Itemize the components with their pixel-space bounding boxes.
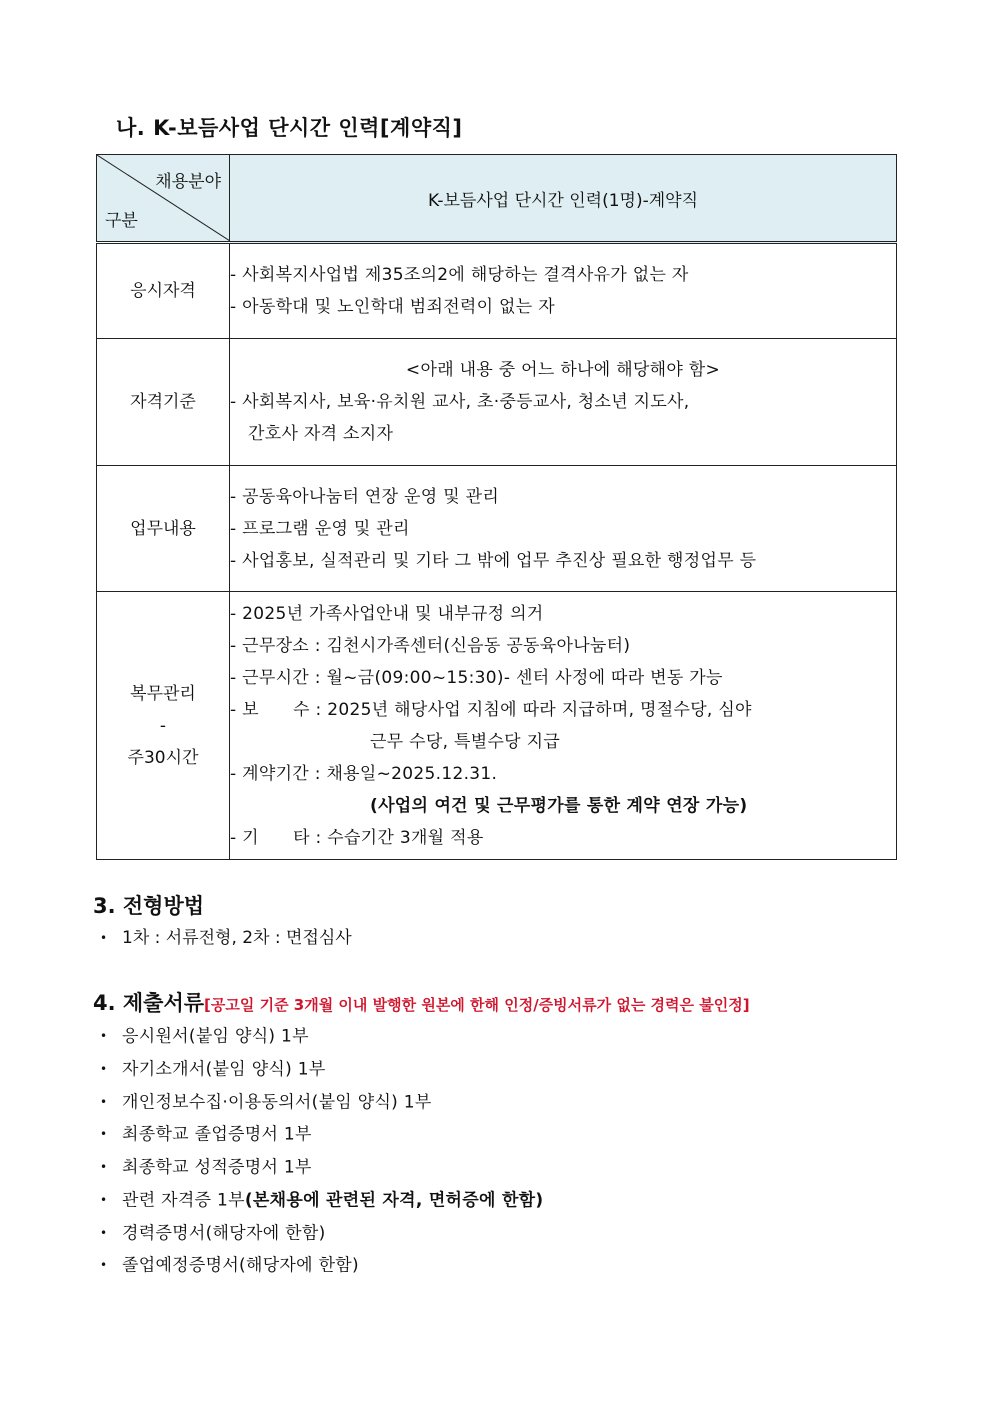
bullet-icon: •: [100, 1061, 108, 1076]
list-item: [100, 1217, 543, 1250]
list-item-text: 경력증명서(해당자에 한함): [122, 1222, 326, 1243]
section-title: 나. K-보듬사업 단시간 인력[계약직]: [116, 116, 463, 140]
content-line: - 사회복지사, 보육·유치원 교사, 초·중등교사, 청소년 지도사,: [230, 392, 690, 412]
list-item-text: 자기소개서(붙임 양식) 1부: [122, 1059, 326, 1079]
content-line: - 아동학대 및 노인학대 범죄전력이 없는 자: [230, 297, 555, 317]
section4-title-text: 4. 제출서류: [93, 991, 205, 1015]
list-item-text: 개인정보수집·이용동의서(붙임 양식) 1부: [122, 1091, 432, 1112]
row-content: [230, 243, 897, 339]
list-item: [100, 1249, 543, 1282]
section3-item: [100, 925, 352, 951]
row-label: 자격기준: [97, 339, 230, 466]
table-corner-cell: [97, 155, 230, 243]
recruitment-table: [96, 154, 897, 860]
list-item-text: 최종학교 성적증명서 1부: [122, 1157, 312, 1178]
row-label-line: -: [159, 715, 167, 736]
content-line: - 공동육아나눔터 연장 운영 및 관리: [230, 486, 500, 507]
content-line: - 계약기간 : 채용일~2025.12.31.: [230, 763, 498, 784]
bullet-icon: •: [100, 1160, 108, 1174]
row-label-line: 복무관리: [130, 683, 196, 704]
bullet-icon: •: [100, 1225, 108, 1240]
row-label: 응시자격: [97, 243, 230, 339]
section4-note: [공고일 기준 3개월 이내 발행한 원본에 한해 인정/증빙서류가 없는 경력은 불인정]: [204, 996, 750, 1014]
content-line: - 근무시간 : 월~금(09:00~15:30)- 센터 사정에 따라 변동 가능: [230, 667, 723, 688]
content-line: - 사업홍보, 실적관리 및 기타 그 밖에 업무 추진상 필요한 행정업무 등: [230, 550, 757, 571]
section3-item-text: 1차 : 서류전형, 2차 : 면접심사: [122, 928, 352, 948]
section3-title: 3. 전형방법: [93, 894, 205, 918]
content-line: (사업의 여건 및 근무평가를 통한 계약 연장 가능): [370, 795, 748, 816]
list-item: [100, 1151, 543, 1184]
table-row: [97, 592, 897, 860]
bullet-icon: •: [100, 1258, 108, 1273]
table-header-row: [97, 155, 897, 243]
list-item: [100, 1118, 543, 1151]
list-item-text: 최종학교 졸업증명서 1부: [122, 1124, 312, 1145]
row-content: [230, 339, 897, 466]
list-item: [100, 1020, 543, 1053]
list-item: [100, 1184, 543, 1217]
list-item: [100, 1086, 543, 1119]
content-line: - 근무장소 : 김천시가족센터(신음동 공동육아나눔터): [230, 635, 631, 656]
document-list: [100, 1020, 543, 1282]
content-line: - 사회복지사업법 제35조의2에 해당하는 결격사유가 없는 자: [230, 265, 689, 285]
content-line: - 프로그램 운영 및 관리: [230, 518, 410, 539]
content-line: 간호사 자격 소지자: [248, 424, 394, 444]
row-content: [230, 592, 897, 860]
table-header-title: K-보듬사업 단시간 인력(1명)-계약직: [230, 155, 897, 243]
row-label-line: 주30시간: [127, 747, 199, 768]
row-label: [97, 592, 230, 860]
list-item: [100, 1053, 543, 1086]
content-line: - 2025년 가족사업안내 및 내부규정 의거: [230, 603, 544, 624]
list-item-text: 응시원서(붙임 양식) 1부: [122, 1026, 309, 1047]
bullet-icon: •: [100, 1192, 108, 1207]
row-label: 업무내용: [97, 466, 230, 592]
bullet-icon: •: [100, 1029, 108, 1043]
corner-label-category: 구분: [105, 211, 138, 231]
corner-label-field: 채용분야: [155, 172, 221, 192]
table-row: [97, 243, 897, 339]
list-item-emphasis: (본채용에 관련된 자격, 면허증에 한함): [244, 1190, 544, 1210]
content-line: - 기 타 : 수습기간 3개월 적용: [230, 827, 484, 848]
content-line: 근무 수당, 특별수당 지급: [370, 731, 561, 752]
table-row: [97, 339, 897, 466]
section4-title: [93, 987, 750, 1017]
list-item-text: 졸업예정증명서(해당자에 한함): [122, 1255, 359, 1276]
bullet-icon: •: [100, 1127, 108, 1142]
list-item-text: 관련 자격증 1부: [122, 1190, 245, 1210]
content-line: <아래 내용 중 어느 하나에 해당해야 함>: [405, 360, 721, 380]
bullet-icon: •: [100, 1094, 108, 1109]
bullet-icon: •: [100, 931, 108, 945]
content-line: - 보 수 : 2025년 해당사업 지침에 따라 지급하며, 명절수당, 심야: [230, 699, 752, 720]
table-row: [97, 466, 897, 592]
row-content: [230, 466, 897, 592]
